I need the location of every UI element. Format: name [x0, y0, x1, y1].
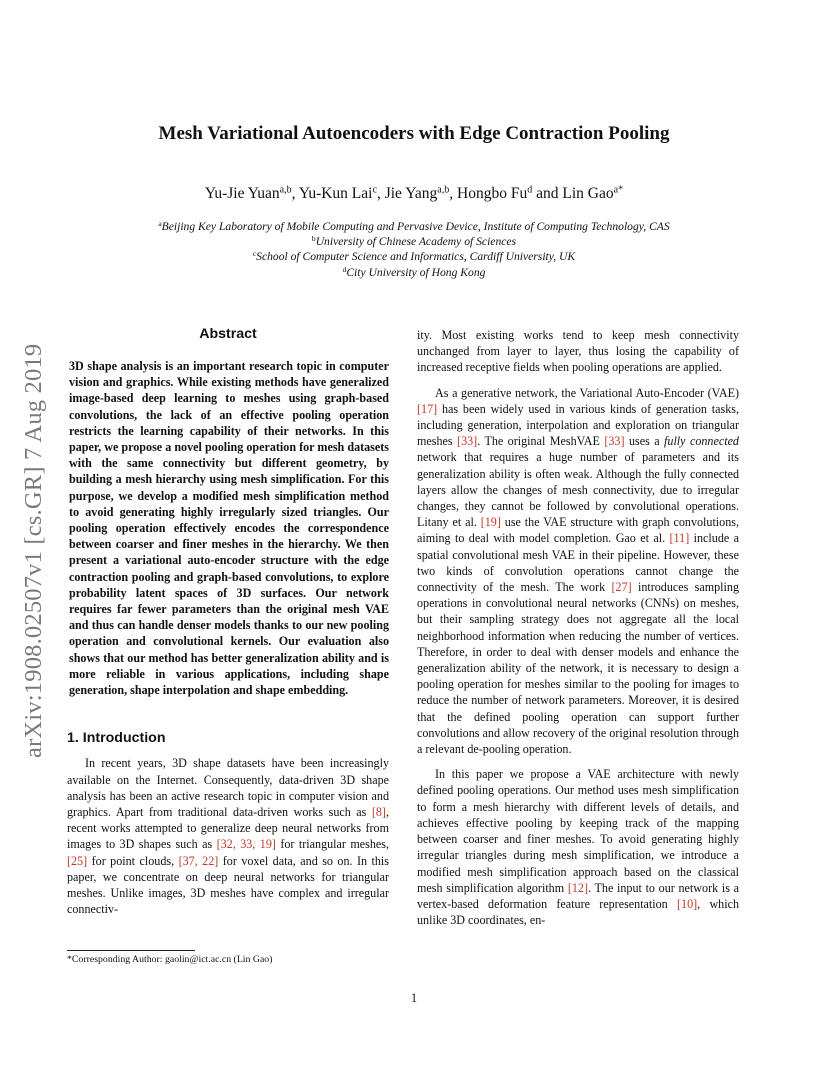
citation-link[interactable]: [33] [457, 434, 478, 449]
body-paragraph: ity. Most existing works tend to keep mesh connectivity unchanged from layer to layer, thus losing the capability of increased receptive fields when pooling operations are applied. [417, 328, 739, 375]
affiliation-text: School of Computer Science and Informatics, Cardiff University, UK [256, 250, 576, 264]
body-paragraph: As a generative network, the Variational Auto-Encoder (VAE) [17] has been widely used in various kinds of generation tasks, including generation, interpolation and exploration on triangular meshes [33]. The original MeshVAE [33] uses a fully connected network that requires a huge number of parameters and its generalization ability is often weak. Although the fully connected layers allow the changes of mesh connectivity, due to irregular changes, they cannot be followed by convolutional operations. Litany et al. [19] use the VAE structure with graph convolutions, aiming to deal with model completion. Gao et al. [11] include a spatial convolutional mesh VAE in their pipeline. However, these two kinds of convolution operations cannot change the connectivity of the mesh. The work [27] introduces sampling operations in convolutional neural networks (CNNs) on meshes, but their sampling strategy does not aggregate all the local neighborhood information when reducing the number of vertices. Therefore, in order to deal with denser models and enhance the generalization ability of the network, it is necessary to design a pooling operation for meshes similar to the pooling for images to reduce the number of network parameters. Moreover, it is desired that the defined pooling operation can support further convolutions and allow recovery of the original resolution through a relevant de-pooling operation. [417, 385, 739, 757]
abstract-heading: Abstract [199, 326, 257, 342]
citation-link[interactable]: [37, 22] [178, 853, 219, 868]
affiliation-mark: d [342, 264, 347, 274]
affiliation-text: University of Chinese Academy of Sciences [315, 235, 517, 249]
corresponding-author-footnote: *Corresponding Author: gaolin@ict.ac.cn (Lin Gao) [67, 954, 273, 965]
page-number: 1 [410, 991, 418, 1005]
author-name: Yu-Kun Lai [298, 185, 373, 202]
author-affiliation-mark: a,b [279, 184, 292, 196]
citation-link[interactable]: [11] [669, 531, 690, 546]
citation-link[interactable]: [32, 33, 19] [216, 837, 276, 852]
author-name: Hongbo Fu [457, 185, 528, 202]
introduction-heading: 1. Introduction [67, 730, 166, 747]
author-name: Lin Gao [562, 185, 614, 202]
affiliation-mark: c [252, 249, 257, 259]
affiliation-text: Beijing Key Laboratory of Mobile Computing and Pervasive Device, Institute of Computing Technology, CAS [161, 220, 670, 233]
affiliation-mark: b [311, 234, 316, 244]
affiliation [0, 219, 828, 234]
affiliation [0, 249, 828, 264]
body-paragraph: In this paper we propose a VAE architecture with newly defined pooling operations. Our method uses mesh simplification to form a mesh hierarchy with different levels of details, and achieves effective pooling by keeping track of the mapping between coarser and finer meshes. To avoid generating highly irregular triangles during mesh simplification, we introduce a modified mesh simplification approach based on the classical mesh simplification algorithm [12]. The input to our network is a vertex-based deformation feature representation [10], which unlike 3D coordinates, en- [417, 767, 739, 928]
arxiv-identifier[interactable]: arXiv:1908.02507v1 [cs.GR] 7 Aug 2019 [20, 343, 47, 758]
emphasis-text: fully connected [664, 434, 739, 449]
paper-title: Mesh Variational Autoencoders with Edge Contraction Pooling [158, 123, 670, 144]
citation-link[interactable]: [25] [67, 853, 88, 868]
citation-link[interactable]: [19] [480, 515, 501, 530]
citation-link[interactable]: [8] [371, 805, 386, 820]
footnote-rule [67, 950, 195, 951]
author-affiliation-mark: c [372, 184, 377, 196]
citation-link[interactable]: [12] [567, 880, 588, 895]
citation-link[interactable]: [17] [417, 401, 438, 416]
right-column [417, 327, 739, 928]
affiliation-text: City University of Hong Kong [346, 265, 486, 279]
citation-link[interactable]: [27] [611, 580, 632, 595]
author-affiliation-mark: d [527, 184, 533, 196]
citation-link[interactable]: [33] [604, 434, 625, 449]
affiliation-mark: a [158, 218, 162, 228]
affiliation [0, 265, 828, 280]
abstract-text: 3D shape analysis is an important research topic in computer vision and graphics. While existing methods have generalized image-based deep learning to meshes using graph-based convolutions, the lack of an effective pooling operation restricts the learning capability of their networks. In this paper, we propose a novel pooling operation for mesh datasets with the same connectivity but different geometry, by building a mesh hierarchy using mesh simplification. For this purpose, we develop a modified mesh simplification method to avoid generating highly irregularly sized triangles. Our pooling operation effectively encodes the correspondence between coarser and finer meshes in the hierarchy. We then present a variational auto-encoder structure with the edge contraction pooling and graph-based convolutions, to explore probability latent spaces of 3D surfaces. Our network requires far fewer parameters than the original mesh VAE and thus can handle denser models thanks to our new pooling operation and convolutional kernels. Our evaluation also shows that our method has better generalization ability and is more reliable in various applications, including shape generation, shape interpolation and shape embedding. [69, 359, 389, 698]
citation-link[interactable]: [10] [677, 896, 698, 911]
left-column [67, 326, 389, 918]
affiliation [0, 234, 828, 249]
author-name: Jie Yang [384, 185, 438, 202]
intro-paragraph: In recent years, 3D shape datasets have been increasingly available on the Internet. Consequently, data-driven 3D shape analysis has been an active research topic in computer vision and graphics. Apart from traditional data-driven works such as [8], recent works attempted to generalize deep neural networks from images to 3D shapes such as [32, 33, 19] for triangular meshes, [25] for point clouds, [37, 22] for voxel data, and so on. In this paper, we concentrate on deep neural networks for triangular meshes. Unlike images, 3D meshes have complex and irregular connectiv- [67, 756, 389, 917]
author-affiliation-mark: a* [613, 184, 624, 196]
author-name: Yu-Jie Yuan [204, 185, 280, 202]
author-list: Yu-Jie Yuan$^{a,b}$, Yu-Kun Lai$^c$, Jie Yang$^{a,b}$, Hongbo Fu$^d$ and Lin Gao$^{a*}$ [204, 184, 624, 202]
author-affiliation-mark: a,b [437, 184, 450, 196]
affiliation-list [0, 219, 828, 280]
